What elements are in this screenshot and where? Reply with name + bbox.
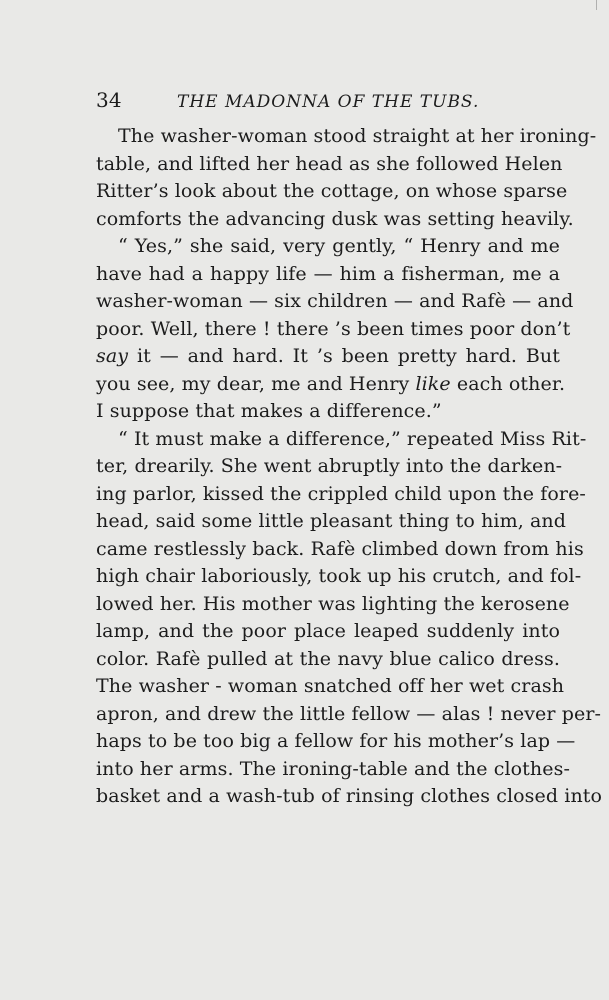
line-text: washer-woman — six children — and Rafè — and <box>96 290 574 312</box>
text-line <box>96 481 586 509</box>
line-text: The washer-woman stood straight at her ironing- <box>118 125 597 147</box>
text-line <box>96 591 570 619</box>
line-text: table, and lifted her head as she followed Helen <box>96 152 563 175</box>
text-line <box>96 618 560 646</box>
text-line <box>96 536 584 564</box>
body-text <box>96 123 603 811</box>
line-text: “ Yes,” she said, very gently, “ Henry and me <box>118 235 560 257</box>
line-text: head, said some little pleasant thing to him, and <box>96 510 567 532</box>
line-text: color. Rafè pulled at the navy blue calico dress. <box>96 647 560 670</box>
line-text: each other. <box>450 372 566 395</box>
text-line <box>96 673 565 701</box>
line-text: lamp, and the poor place leaped suddenly into <box>96 620 560 642</box>
line-text: Ritter’s look about the cottage, on whose sparse <box>96 180 568 202</box>
line-text: you see, my dear, me and Henry <box>96 372 416 395</box>
text-line <box>96 701 602 729</box>
line-text: it — and hard. It ’s been pretty hard. But <box>128 345 560 367</box>
line-text: haps to be too big a fellow for his mother’s lap — <box>96 730 576 752</box>
text-line <box>96 288 574 316</box>
text-line <box>96 261 560 289</box>
text-line <box>96 563 582 591</box>
text-line <box>96 123 597 151</box>
text-line <box>96 728 576 756</box>
line-text: comforts the advancing dusk was setting heavily. <box>96 207 574 230</box>
line-text: apron, and drew the little fellow — alas ! never per- <box>96 702 602 725</box>
line-text: I suppose that makes a difference.” <box>96 400 442 422</box>
line-text: The washer - woman snatched off her wet crash <box>96 675 565 697</box>
text-line <box>96 178 568 206</box>
line-text: “ It must make a difference,” repeated Miss Rit- <box>118 427 587 450</box>
text-line <box>96 151 563 179</box>
text-line <box>96 756 570 784</box>
text-line <box>96 371 566 399</box>
text-line <box>96 343 560 371</box>
line-text: have had a happy life — him a fisherman, me a <box>96 262 560 285</box>
italic-emphasis: like <box>415 372 451 395</box>
text-line <box>96 453 563 481</box>
page-number: 34 <box>96 88 122 112</box>
line-text: basket and a wash-tub of rinsing clothes closed into <box>96 785 603 807</box>
text-line <box>96 316 571 344</box>
line-text: poor. Well, there ! there ’s been times poor don’t <box>96 317 571 340</box>
scan-mark <box>596 0 597 10</box>
text-line <box>96 398 560 426</box>
text-line <box>96 426 587 454</box>
text-line <box>96 233 560 261</box>
line-text: high chair laboriously, took up his crutch, and fol- <box>96 565 582 587</box>
text-line <box>96 783 603 811</box>
text-line <box>96 206 574 234</box>
text-line <box>96 646 560 674</box>
line-text: lowed her. His mother was lighting the kerosene <box>96 592 570 615</box>
line-text: ing parlor, kissed the crippled child upon the fore- <box>96 482 586 505</box>
line-text: into her arms. The ironing-table and the clothes- <box>96 757 570 780</box>
running-title: THE MADONNA OF THE TUBS. <box>177 92 480 112</box>
italic-emphasis: say <box>96 345 129 367</box>
line-text: ter, drearily. She went abruptly into the darken- <box>96 455 563 477</box>
running-head <box>96 88 546 120</box>
text-line <box>96 508 567 536</box>
line-text: came restlessly back. Rafè climbed down from his <box>96 537 584 560</box>
